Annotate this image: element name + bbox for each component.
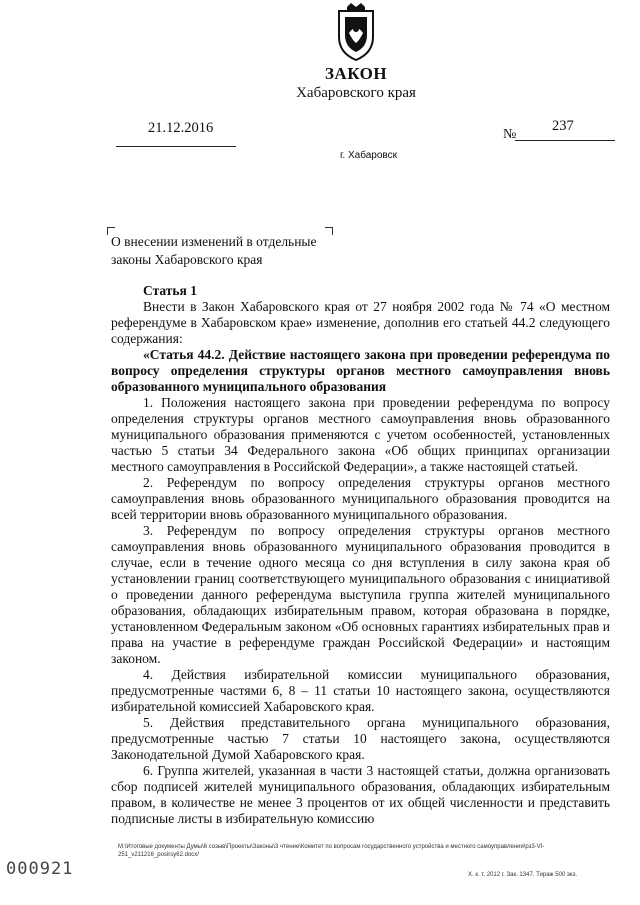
paragraph-5: 5. Действия представительного органа муниципального образования, предусмотренные частью 7 статьи 10 настоящего закона, осуществляются Законодательной Думой Хабаровского края. <box>111 715 610 762</box>
city-label: г. Хабаровск <box>340 150 397 161</box>
document-date: 21.12.2016 <box>148 120 214 136</box>
number-underline <box>515 140 615 141</box>
paragraph-4: 4. Действия избирательной комиссии муниципального образования, предусмотренные частями 6, 8 – 11 статьи 10 настоящего закона, осуществляются избирательной комиссией Хабаровского края. <box>111 667 610 714</box>
paragraph-2: 2. Референдум по вопросу определения структуры органов местного самоуправления вновь образованного муниципального образования проводится на всей территории вновь образованного муниципального образования. <box>111 475 610 522</box>
document-subject <box>111 233 317 269</box>
article-heading: Статья 1 <box>143 283 197 298</box>
document-subtitle: Хабаровского края <box>296 85 416 101</box>
file-path-line-2: 251_v211216_posirsy62.docx/ <box>118 852 199 858</box>
coat-of-arms-icon <box>331 3 381 63</box>
new-article-heading: «Статья 44.2. Действие настоящего закона при проведении референдума по вопросу определения структуры органов местного самоуправления вновь образованного муниципального образования <box>111 347 610 394</box>
file-path <box>118 843 628 859</box>
subject-line-2: законы Хабаровского края <box>111 252 263 267</box>
article-intro: Внести в Закон Хабаровского края от 27 ноября 2002 года № 74 «О местном референдуме в Хабаровском крае» изменение, дополнив его статьей 44.2 следующего содержания: <box>111 299 610 346</box>
document-body <box>111 283 610 827</box>
paragraph-3: 3. Референдум по вопросу определения структуры органов местного самоуправления вновь образованного муниципального образования проводится в случае, если в течение одного месяца со дня вступления в силу закона края об установлении границ соответствующего муниципального образования с инициативой о проведении данного референдума выступила группа жителей муниципального образования, обладающих избирательным правом, которая образована в порядке, установленном Федеральным законом «Об основных гарантиях избирательных прав и права на участие в референдуме граждан Российской Федерации» и настоящим законом. <box>111 523 610 666</box>
date-underline <box>116 146 236 147</box>
document-number: 237 <box>552 118 574 134</box>
bracket-top-right <box>325 227 333 235</box>
print-info: Х. к. т. 2012 г. Зак. 1347. Тираж 500 экз. <box>468 872 578 878</box>
document-title: ЗАКОН <box>324 64 388 83</box>
paragraph-6: 6. Группа жителей, указанная в части 3 настоящей статьи, должна организовать сбор подписей жителей муниципального образования, обладающих избирательным правом, в количестве не менее 3 процентов от их общей численности и представить подписные листы в избирательную комиссию <box>111 763 610 826</box>
file-path-line-1: M:\Итоговые документы Думы\6 созыв\Проекты\Законы\3 чтение\Комитет по вопросам государственного устройства и местного самоуправления\рз3-VI- <box>118 844 545 850</box>
paragraph-1: 1. Положения настоящего закона при проведении референдума по вопросу определения структуры органов местного самоуправления вновь образованного муниципального образования применяются с учетом особенностей, установленных частью 5 статьи 34 Федерального закона «Об общих принципах организации местного самоуправления в Российской Федерации», а также настоящей статьей. <box>111 395 610 474</box>
registration-stamp: 000921 <box>6 859 74 879</box>
number-label: № <box>503 127 517 142</box>
subject-line-1: О внесении изменений в отдельные <box>111 234 317 249</box>
